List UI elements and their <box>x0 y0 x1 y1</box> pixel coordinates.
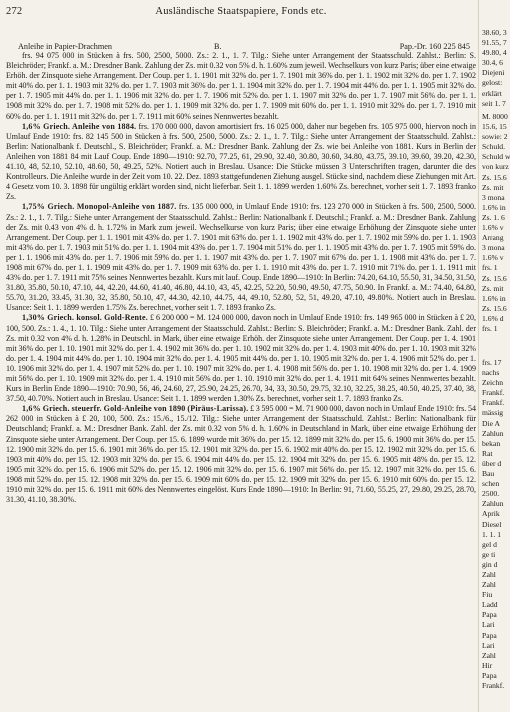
paragraph-gold-rente-text: £ 6 200 000 = M. 124 000 000, davon noch in Umlauf Ende 1910: frs. 149 965 000 in Stücken à £ 20, 100, 500. Zs.: 1. 4., 1. 10. Tilg.: Siehe unter Arrangement der Staatsschuld. Zahlst.: Berlin: S. Bleichröder; Frankf. a. M.: Dresdner Bank. Zahl. der Zs. mit 0.32 von 4% d. h. 1.28% in Deutschl. in Mark, über eine etwaige Erhöh. der Zinsquote siehe unter Arrangement. Der Coup. per 1. 4. 1901 mit 36% do. per 1. 10. 1901 mit 32% do. per 1. 4. 1902 mit 36% do. per 1. 10. 1902 mit 32% do. per 1. 4. 1903 mit 40% do. per 1. 10. 1903 mit 32% do. per 1. 4. 1904 mit 44% do. per 1. 10. 1904 mit 32% do. per 1. 4. 1905 mit 44% do. per 1. 10. 1905 mit 32% do. per 1. 4. 1906 mit 52% do. per 1. 10. 1906 mit 32% do. per 1. 4. 1907 mit 52% do. per 1. 10. 1907 mit 32% do. per 1. 4. 1908 mit 56% do. per 1. 10. 1908 mit 32% do. per 1. 4. 1909 mit 56% do. per 1. 10. 1909 mit 32% do. per 1. 4. 1910 mit 56% do. per 1. 10. 1910 mit 32% do. per 1. 4. 1911 mit 64% seines Nennwertes bezahlt. Kurs in Berlin Ende 1890—1910: 70.90, 56, 46, 24.60, 27, 25.90, 24.25, 26.70, 34, 33, 30.50, 29.75, 32.10, 32.25, 38.25, 40.50, 40.25, 37.40, 38, 37.50, 40.70%. Notiert auch in Breslau. Usance: Seit 1. 1. 1899 werden 1.30% Zs. berechnet, vorher seit 1. 7. 1893 franko Zs. <box>6 313 476 404</box>
paragraph-gold-rente-heading: 1,30% Griech. konsol. Gold-Rente. <box>22 313 148 323</box>
adjacent-line: Zs. mit <box>482 283 504 293</box>
body-text <box>6 51 476 505</box>
paragraph-monopol-1887-text: frs. 135 000 000, in Umlauf Ende 1910: frs. 123 270 000 in Stücken à frs. 500, 2500, 5000. Zs.: 2. 1., 1. 7. Tilg.: Siehe unter Arrangement der Staatsschuld. Zahlst.: Berlin: Nationalbank f. Deutschl.; Frankf. a. M.: Dresdner Bank. Zahlung der Zs. mit 0.43 von 4% d. h. 1.72% in Mark zum jeweil. Wechselkurse von kurz Paris; über eine etwaige Erhöhung der Zinsquote siehe unter Arrangement. Der Coup. per 1. 1. 1901 mit 43% do. per 1. 7. 1901 mit 63% do. per 1. 1. 1902 mit 43% do. per 1. 7. 1902 mit 59% do. per 1. 1. 1903 mit 43% do. per 1. 7. 1903 mit 51% do. per 1. 1. 1904 mit 43% do. per 1. 7. 1904 mit 51% do. per 1. 1. 1905 mit 43% do. per 1. 7. 1905 mit 59% do. per 1. 1. 1906 mit 43% do. per 1. 7. 1906 mit 59% do. per 1. 1. 1907 mit 43% do. per 1. 7. 1907 mit 67% do. per 1. 1. 1908 mit 43% do. per 1. 7. 1908 mit 67% do. per 1. 1. 1909 mit 43% do. per 1. 7. 1909 mit 63% do. per 1. 1. 1910 mit 43% do. per 1. 7. 1910 mit 71% do. per 1. 1. 1911 mit 43% do. per 1. 7. 1911 mit 75% seines Nennwertes bezahlt. Kurs mit lauf. Coup. Ende 1890—1910: In Berlin: 74.20, 64.10, 55.50, 31, 34.50, 31.50, 31.80, 35.80, 50.10, 47.10, 44, 42.20, 44.60, 41.40, 46.80, 44.10, 43, 45, 42.25, 52.20, 50.90, 49.50, 47.75, 50.90. In Frankf. a. M.: 74.40, 64.80, 55.70, 31.20, 33.45, 31.30, 32, 35.80, 50.10, 47, 44.30, 42.10, 44.75, 44, 49.10, 52.80, 52, 51, 49.20, 47.10, 49.80%. Notiert auch in Breslau. Usance: Seit 1. 1. 1899 werden 1.75% Zs. berechnet, vorher seit 1. 7. 1893 franko Zs. <box>6 202 477 313</box>
adjacent-line: Frankf. <box>482 398 505 408</box>
subheader-left: Anleihe in Papier-Drachmen <box>18 42 112 51</box>
adjacent-line: Zs. 15.6 <box>482 172 507 182</box>
adjacent-line: Zs. 15.6 <box>482 303 507 313</box>
adjacent-line: 2500. <box>482 489 500 499</box>
adjacent-line: Diejeni <box>482 68 505 78</box>
adjacent-line: Zs. mit <box>482 182 504 192</box>
adjacent-line: gel d <box>482 539 497 549</box>
adjacent-line: 1.6% d <box>482 313 504 323</box>
adjacent-upper-block <box>479 112 510 334</box>
adjacent-line: Papa <box>482 630 497 640</box>
adjacent-page-strip <box>478 0 509 712</box>
adjacent-line: Rat <box>482 448 493 458</box>
adjacent-lower-block <box>479 358 504 691</box>
adjacent-line: gin d <box>482 559 498 569</box>
adjacent-line: 3 mona <box>482 243 505 253</box>
adjacent-line: 1.6% v <box>482 223 504 233</box>
adjacent-line: Zs. 1. 6 <box>482 212 505 222</box>
adjacent-line: von kurz <box>482 162 509 172</box>
adjacent-line: Lari <box>482 620 495 630</box>
adjacent-line: M. 8000 <box>482 112 508 121</box>
subheader-row <box>6 42 476 51</box>
paragraph-anleihe-1884-text: frs. 170 000 000, davon amortisiert frs. 16 025 000, daher nur begeben frs. 105 975 000, hiervon noch in Umlauf Ende 1910: frs. 82 145 500 in Stücken à frs. 500, 2500, 5000. Zs.: 2. 1., 1. 7. Tilg.: Siehe unter Arrangement der Staatsschuld. Zahlst.: Berlin: Nationalbank f. Deutschl., S. Bleichröder; Frankf. a. M.: Dresdner Bank. Zahlung der Zs. wie bei Anleihe von 1881. Kurs in Berlin der Anleihen von 1881 84 mit Lauf Coup. Ende 1890—1910: 92.70, 77.25, 61, 29.90, 32.40, 30.80, 30.60, 34.80, 43.75, 39.10, 39.60, 39.20, 42.30, 41.10, 48, 52.10, 52.10, 48.60, 50, 49.25, 52%. Notiert auch in Breslau. Usance: Die Stücke müssen 3 Unterschriften tragen, darunter die des Kontrolleurs. Die Anleihe wurde in der Zeit vom 10. 22. Dez. 1893 stattgefundenen Ziehung ausgel. Stücke sind, nachdem diese Ziehungen mit Art. 4 Gesetz vom 10. 3. 1898 für ungültig erklärt worden sind, nicht lieferbar. Seit 1. 1. 1899 werden 1.60% Zs. berechnet, vorher seit 1. 7. 1893 franko Zs. <box>6 121 477 202</box>
adjacent-line: Papa <box>482 610 497 620</box>
adjacent-line: Ladd <box>482 600 498 610</box>
subheader-right: Pap.-Dr. 160 225 845 <box>399 42 470 51</box>
main-column <box>6 0 476 712</box>
paragraph-gold-rente <box>6 313 476 404</box>
adjacent-line: 91.55, 7 <box>482 38 507 48</box>
adjacent-line: Hir <box>482 660 493 670</box>
adjacent-line: 49.80, 4 <box>482 48 507 58</box>
adjacent-line: erklärt <box>482 88 502 98</box>
adjacent-line: 38.60, 3 <box>482 28 507 37</box>
adjacent-line: Zahlun <box>482 499 504 509</box>
adjacent-line: Papa <box>482 670 497 680</box>
adjacent-line: 30.4, 6 <box>482 58 503 68</box>
adjacent-line: Zahlun <box>482 428 504 438</box>
adjacent-line: Schuld. <box>482 142 505 152</box>
adjacent-top-block <box>479 28 507 109</box>
paragraph-monopol-1887-heading: 1,75% Griech. Monopol-Anleihe von 1887. <box>22 202 177 212</box>
adjacent-line: ge ti <box>482 549 496 559</box>
adjacent-line: 1.6% v <box>482 253 504 263</box>
adjacent-line: gelost: <box>482 78 503 88</box>
adjacent-line: Lari <box>482 640 495 650</box>
adjacent-line: über d <box>482 458 502 468</box>
adjacent-line: 1.6% in <box>482 293 506 303</box>
adjacent-line: Zahl <box>482 580 496 590</box>
adjacent-line: Frankf. <box>482 681 505 690</box>
adjacent-line: seit 1. 7 <box>482 98 506 108</box>
paragraph-piraeus-larissa-text: £ 3 595 000 = M. 71 900 000, davon noch in Umlauf Ende 1910: frs. 54 262 000 in Stücken à £ 20, 100, 500. Zs.: 15./6., 15./12. Tilg.: Siehe unter Arrangement der Staatsschuld. Zahlst.: Berlin: Nationalbank für Deutschland; Frankf. a. M.: Dresdner Bank. Zahl. der Zs. mit 0.32 von 5% d. h. 1.60% in Deutschland in Mark, über eine etwaige Erhöhung der Zinsquote siehe unter Arrangement. Der Coup. per 15. 6. 1899 wurde mit 36% do. per 15. 12. 1899 mit 32% do. per 15. 6. 1900 mit 36% do. per 15. 12. 1900 mit 32% do. per 15. 6. 1901 mit 36% do. per 15. 12. 1901 mit 32% do. per 15. 6. 1902 mit 40% do. per 15. 12. 1902 mit 32% do. per 15. 6. 1903 mit 40% do. per 15. 12. 1903 mit 32% do. per 15. 6. 1904 mit 44% do. per 15. 12. 1904 mit 32% do. per 15. 6. 1905 mit 48% do. per 15. 12. 1905 mit 32% do. per 15. 6. 1906 mit 52% do. per 15. 12. 1906 mit 32% do. per 15. 6. 1907 mit 56% do. per 15. 12. 1907 mit 32% do. per 15. 6. 1908 mit 52% do. per 15. 12. 1908 mit 32% do. per 15. 6. 1909 mit 60% do. per 15. 12. 1909 mit 32% do. per 15. 6. 1910 mit 60% do. per 15. 12. 1910 mit 32% do. per 15. 6. 1911 mit 60% des Nennwertes eingelöst. Kurs Ende 1890—1910: In Berlin: 91, 71.60, 55.25, 27, 29.80, 29.25, 28.70, 31.30, 41.10, 38.30%. <box>6 404 476 505</box>
paragraph-intro <box>6 51 476 122</box>
adjacent-line: mässig <box>482 408 504 418</box>
adjacent-line: Aprik <box>482 509 500 519</box>
page-header <box>6 6 476 28</box>
adjacent-line: Zahl <box>482 650 496 660</box>
adjacent-line: Die A <box>482 418 500 428</box>
adjacent-line: Frankf. <box>482 388 505 398</box>
adjacent-line: bekan <box>482 438 501 448</box>
paragraph-anleihe-1884 <box>6 122 476 203</box>
adjacent-line: schen <box>482 479 500 489</box>
adjacent-line: frs. 1 <box>482 263 498 273</box>
adjacent-line: 1. 1. 1 <box>482 529 501 539</box>
adjacent-line: 3 mona <box>482 192 505 202</box>
subheader-mid: B. <box>214 42 222 51</box>
adjacent-line: Diesel <box>482 519 502 529</box>
adjacent-line: Arrang <box>482 233 504 243</box>
running-title: Ausländische Staatspapiere, Fonds etc. <box>155 6 327 17</box>
adjacent-line: Schuld w <box>482 152 510 162</box>
adjacent-line: Fiu <box>482 590 493 600</box>
paragraph-piraeus-larissa-heading: 1,6% Griech. steuerfr. Gold-Anleihe von 1890 (Piräus-Larissa). <box>22 404 249 414</box>
adjacent-line: frs. 1 <box>482 323 498 333</box>
page-number: 272 <box>6 6 23 17</box>
adjacent-line: Zs. 15.6 <box>482 273 507 283</box>
adjacent-line: Bau <box>482 469 495 479</box>
paragraph-monopol-1887 <box>6 202 476 313</box>
adjacent-line: Zeichn <box>482 378 504 388</box>
adjacent-line: 15.6, 15 <box>482 122 507 132</box>
adjacent-line: sowie: 2 <box>482 132 508 142</box>
paragraph-anleihe-1884-heading: 1,6% Griech. Anleihe von 1884. <box>22 121 137 131</box>
adjacent-line: frs. 17 <box>482 358 502 367</box>
paragraph-piraeus-larissa <box>6 404 476 505</box>
adjacent-line: 1.6% in <box>482 202 506 212</box>
paragraph-intro-text: frs. 94 075 000 in Stücken à frs. 500, 2500, 5000. Zs.: 2. 1., 1. 7. Tilg.: Siehe unter Arrangement der Staatsschuld. Zahlst.: Berlin: S. Bleichröder; Frankf. a. M.: Dresdner Bank. Zahlung der Zs. mit 0.32 von 5% d. h. 1.60% zum jeweil. Wechselkurs von kurz Paris; über eine etwaige Erhöh. der Zinsquote siehe Arrangement. Der Coup. per 1. 1. 1901 mit 32% do. per 1. 7. 1901 mit 36% do. per 1. 1. 1902 mit 32% do. per 1. 7. 1902 mit 40% do. per 1. 1. 1903 mit 32% do. per 1. 7. 1903 mit 36% do. per 1. 1. 1904 mit 32% do. per 1. 7. 1904 mit 44% do. per 1. 1. 1905 mit 32% do. per 1. 7. 1905 mit 44% do. per 1. 1. 1906 mit 32% do. per 1. 7. 1906 mit 52% do. per 1. 1. 1907 mit 32% do. per 1. 7. 1907 mit 56% do. per 1. 1. 1908 mit 32% do. per 1. 7. 1908 mit 52% do. per 1. 1. 1909 mit 32% do. per 1. 7. 1909 mit 60% do. per 1. 1. 1910 mit 32% do. per 1. 7. 1910 mit 60% do. per 1. 1. 1911 mit 32% do. per 1. 7. 1911 mit 60% seines Nennwertes bezahlt. <box>6 51 476 121</box>
adjacent-line: Zahl <box>482 569 496 579</box>
adjacent-line: nachs <box>482 368 500 378</box>
